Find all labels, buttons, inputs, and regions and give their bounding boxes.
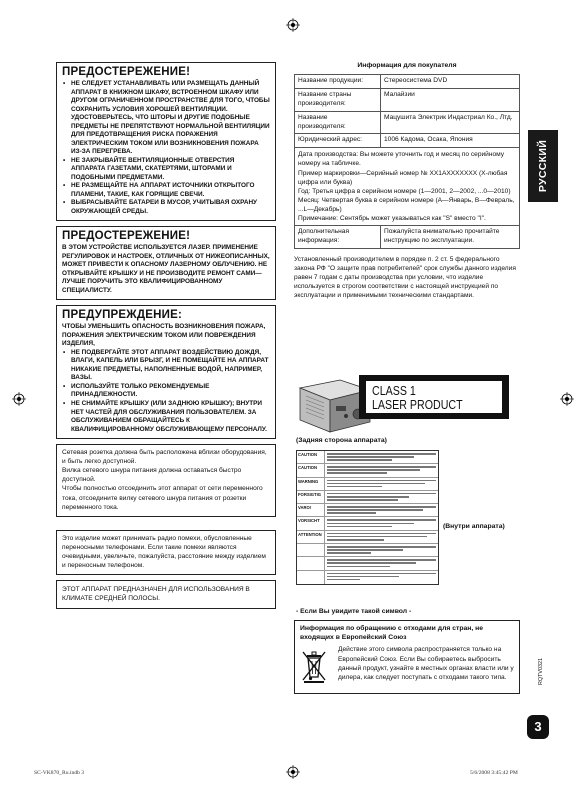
caution-item: • ВЫБРАСЫВАЙТЕ БАТАРЕИ В МУСОР, УЧИТЫВАЯ ОХРАНУ ОКРУЖАЮЩЕЙ СРЕДЫ.	[62, 199, 270, 216]
info-key: Название страны производителя:	[295, 88, 381, 111]
warning-label-lang: CAUTION	[297, 451, 325, 463]
warning-label-row	[297, 517, 438, 530]
info-value: Пожалуйста внимательно прочитайте инструкцию по эксплуатации.	[381, 226, 520, 248]
page-number: 3	[527, 715, 549, 739]
laser-label-line1: CLASS 1	[372, 383, 416, 398]
warning-label-lang	[297, 557, 325, 569]
caution-title: ПРЕДОСТЕРЕЖЕНИЕ!	[62, 66, 191, 78]
climate-text: ЭТОТ АППАРАТ ПРЕДНАЗНАЧЕН ДЛЯ ИСПОЛЬЗОВАНИЯ В КЛИМАТЕ СРЕДНЕЙ ПОЛОСЫ.	[62, 586, 250, 603]
registration-mark-bottom	[286, 765, 300, 779]
warning-label-row	[297, 451, 438, 464]
climate-box	[56, 580, 276, 609]
info-row	[295, 88, 520, 111]
crossed-bin-icon	[300, 645, 330, 688]
warning-box	[56, 305, 276, 439]
warning-label-lang: CAUTION	[297, 464, 325, 476]
warning-label-row	[297, 504, 438, 517]
eu-disposal-text: Действие этого символа распространяется только на Европейский Союз. Если Вы собираетесь выбросить данный продукт, узнайте в местных органах власти или у дилера, как следует поступать с отходами такого типа.	[338, 646, 514, 682]
info-value: Стереосистема DVD	[381, 75, 520, 89]
registration-mark-right	[560, 392, 574, 406]
document-code: RQTV0321	[538, 658, 544, 685]
info-title: Информация для покупателя	[357, 62, 457, 69]
socket-text-3: Чтобы полностью отсоединить этот аппарат от сети переменного тока, отсоедините вилку сетевого шнура питания от розетки переменного тока.	[62, 485, 263, 511]
date-line: Дата производства: Вы можете уточнить год и месяц по серийному номеру на табличке.	[298, 151, 505, 168]
date-line: Примечание: Сентябрь может указываться как "S" вместо "I".	[298, 215, 486, 222]
warning-label-lang: WARNING	[297, 478, 325, 490]
eu-disposal-box	[294, 620, 520, 694]
info-row	[295, 111, 520, 134]
info-value: 1006 Кадома, Осака, Япония	[381, 134, 520, 148]
warning-item: • НЕ СНИМАЙТЕ КРЫШКУ (ИЛИ ЗАДНЮЮ КРЫШКУ); ВНУТРИ НЕТ ЧАСТЕЙ ДЛЯ ОБСЛУЖИВАНИЯ ПОЛЬЗОВАТЕЛЕМ. ЗА ОБСЛУЖИВАНИЕМ ОБРАЩАЙТЕСЬ К КВАЛИФИЦИРОВАННОМУ ОБСЛУЖИВАЮЩЕМУ ПЕРСОНАЛУ.	[62, 400, 270, 434]
caution-box	[56, 62, 276, 221]
caution-item: • НЕ СЛЕДУЕТ УСТАНАВЛИВАТЬ ИЛИ РАЗМЕЩАТЬ ДАННЫЙ АППАРАТ В КНИЖНОМ ШКАФУ, ВСТРОЕННОМ ШКАФУ ИЛИ ДРУГОМ ОГРАНИЧЕННОМ ПРОСТРАНСТВЕ ДЛЯ ТОГО, ЧТОБЫ СОХРАНИТЬ УСЛОВИЯ ХОРОШЕЙ ВЕНТИЛЯЦИИ. УДОСТОВЕРЬТЕСЬ, ЧТО ШТОРЫ И ДРУГИЕ ПОДОБНЫЕ ПРЕДМЕТЫ НЕ ПРЕПЯТСТВУЮТ НОРМАЛЬНОЙ ВЕНТИЛЯЦИИ ДЛЯ ПРЕДОТВРАЩЕНИЯ РИСКА ПОРАЖЕНИЯ ЭЛЕКТРИЧЕСКИМ ТОКОМ ИЛИ ВОЗНИКНОВЕНИЯ ПОЖАРА ИЗ-ЗА ПЕРЕГРЕВА.	[62, 80, 270, 157]
laser-caution-text: В ЭТОМ УСТРОЙСТВЕ ИСПОЛЬЗУЕТСЯ ЛАЗЕР. ПРИМЕНЕНИЕ РЕГУЛИРОВОК И НАСТРОЕК, ОТЛИЧНЫХ ОТ НИЖЕОПИСАННЫХ, МОЖЕТ ПРИВЕСТИ К ОПАСНОМУ ЛАЗЕРНОМУ ОБЛУЧЕНИЮ. НЕ ОТКРЫВАЙТЕ КРЫШКУ И НЕ ПРОИЗВОДИТЕ РЕМОНТ САМИ—ЛУЧШЕ ПОРУЧИТЬ ЭТО КВАЛИФИЦИРОВАННОМУ СПЕЦИАЛИСТУ.	[62, 244, 270, 294]
extra-info-table	[294, 226, 520, 249]
warning-label-row	[297, 557, 438, 570]
warning-intro: ЧТОБЫ УМЕНЬШИТЬ ОПАСНОСТЬ ВОЗНИКНОВЕНИЯ ПОЖАРА, ПОРАЖЕНИЯ ЭЛЕКТРИЧЕСКИМ ТОКОМ ИЛИ ПОВРЕЖДЕНИЯ ИЗДЕЛИЯ,	[62, 323, 266, 348]
laser-caution-title: ПРЕДОСТЕРЕЖЕНИЕ!	[62, 230, 191, 243]
caution-item: • НЕ ЗАКРЫВАЙТЕ ВЕНТИЛЯЦИОННЫЕ ОТВЕРСТИЯ АППАРАТА ГАЗЕТАМИ, СКАТЕРТЯМИ, ШТОРАМИ И ПОДОБНЫМИ ПРЕДМЕТАМИ.	[62, 157, 270, 183]
info-value: Мацушита Электрик Индастриал Ко., Лтд.	[381, 111, 520, 134]
left-column	[56, 62, 276, 614]
laser-caution-box	[56, 226, 276, 300]
warning-item: • НЕ ПОДВЕРГАЙТЕ ЭТОТ АППАРАТ ВОЗДЕЙСТВИЮ ДОЖДЯ, ВЛАГИ, КАПЕЛЬ ИЛИ БРЫЗГ, И НЕ ПОМЕЩАЙТЕ НА АППАРАТ НИКАКИЕ ПРЕДМЕТЫ, НАПОЛНЕННЫЕ ВОДОЙ, НАПРИМЕР, ВАЗЫ.	[62, 349, 270, 383]
service-life-declaration: Установленный производителем в порядке п. 2 ст. 5 федерального закона РФ "О защите прав потребителей" срок службы данного изделия равен 7 годам с даты производства при условии, что изделие используется в строгом соответствии с настоящей инструкцией по эксплуатации и применимыми техническими стандартами.	[294, 255, 516, 300]
info-table	[294, 74, 520, 148]
warning-label-lang: FORSIGTIG	[297, 491, 325, 503]
info-row	[295, 75, 520, 89]
caution-item: • НЕ РАЗМЕЩАЙТЕ НА АППАРАТ ИСТОЧНИКИ ОТКРЫТОГО ПЛАМЕНИ, ТАКИЕ, КАК ГОРЯЩИЕ СВЕЧИ.	[62, 182, 270, 199]
symbol-intro: - Если Вы увидите такой символ -	[296, 608, 412, 615]
socket-text-2: Вилка сетевого шнура питания должна оставаться быстро доступной.	[62, 467, 242, 484]
language-tab	[528, 130, 558, 202]
warning-label-lang: VARO!	[297, 504, 325, 516]
production-date-info	[294, 148, 520, 226]
info-row	[295, 134, 520, 148]
registration-mark-left	[12, 392, 26, 406]
warning-item: • ИСПОЛЬЗУЙТЕ ТОЛЬКО РЕКОМЕНДУЕМЫЕ ПРИНАДЛЕЖНОСТИ.	[62, 383, 270, 400]
internal-warning-label	[296, 450, 439, 585]
info-key: Юридический адрес:	[295, 134, 381, 148]
laser-label-inner	[366, 381, 502, 413]
right-column	[294, 62, 520, 300]
radio-interference-text: Это изделие может принимать радио помехи, обусловленные переносными телефонами. Если такие помехи являются очевидными, увеличьте, пожалуйста, расстояние между изделием и переносным телефоном.	[62, 534, 266, 569]
caption-back-side: (Задняя сторона аппарата)	[296, 437, 387, 444]
warning-label-row	[297, 491, 438, 504]
radio-interference-box	[56, 530, 276, 575]
info-value: Малайзии	[381, 88, 520, 111]
registration-mark-top	[286, 18, 300, 32]
warning-label-row	[297, 571, 438, 584]
date-line: Год: Третья цифра в серийном номере (1—2001, 2—2002, ...0—2010)	[298, 187, 511, 195]
warning-label-lang	[297, 571, 325, 584]
laser-label-line2: LASER PRODUCT	[372, 396, 463, 412]
warning-label-lang: ATTENTION	[297, 531, 325, 543]
eu-disposal-body	[300, 645, 514, 688]
caution-list	[62, 80, 270, 216]
socket-text-1: Сетевая розетка должна быть расположена вблизи оборудования, и быть легко доступной.	[62, 449, 267, 466]
language-tab-label: РУССКИЙ	[537, 139, 549, 193]
footer-timestamp: 5/6/2008 3:45:42 PM	[470, 770, 518, 776]
warning-title: ПРЕДУПРЕЖДЕНИЕ:	[62, 309, 183, 322]
warning-list	[62, 349, 270, 434]
eu-disposal-title: Информация по обращению с отходами для стран, не входящих в Европейский Союз	[300, 625, 484, 642]
date-line: Пример маркировки—Серийный номер № XX1AXXXXXXX (X-любая цифра или буква)	[298, 169, 508, 186]
warning-label-row	[297, 531, 438, 544]
warning-label-row	[297, 544, 438, 557]
info-row	[295, 226, 520, 248]
info-key: Название продукции:	[295, 75, 381, 89]
class1-laser-label	[359, 375, 509, 419]
info-key: Название производителя:	[295, 111, 381, 134]
caption-inside: (Внутри аппарата)	[443, 523, 505, 530]
warning-label-lang	[297, 544, 325, 556]
warning-label-row	[297, 478, 438, 491]
socket-box	[56, 444, 276, 517]
date-line: Месяц: Четвертая буква в серийном номере (A—Январь, B—Февраль, ...L—Декабрь)	[298, 196, 515, 213]
info-key: Дополнительная информация:	[295, 226, 381, 248]
footer-file: SC-VK870_Ru.indb 3	[34, 770, 85, 776]
warning-label-row	[297, 464, 438, 477]
warning-label-lang: VORSICHT	[297, 517, 325, 529]
